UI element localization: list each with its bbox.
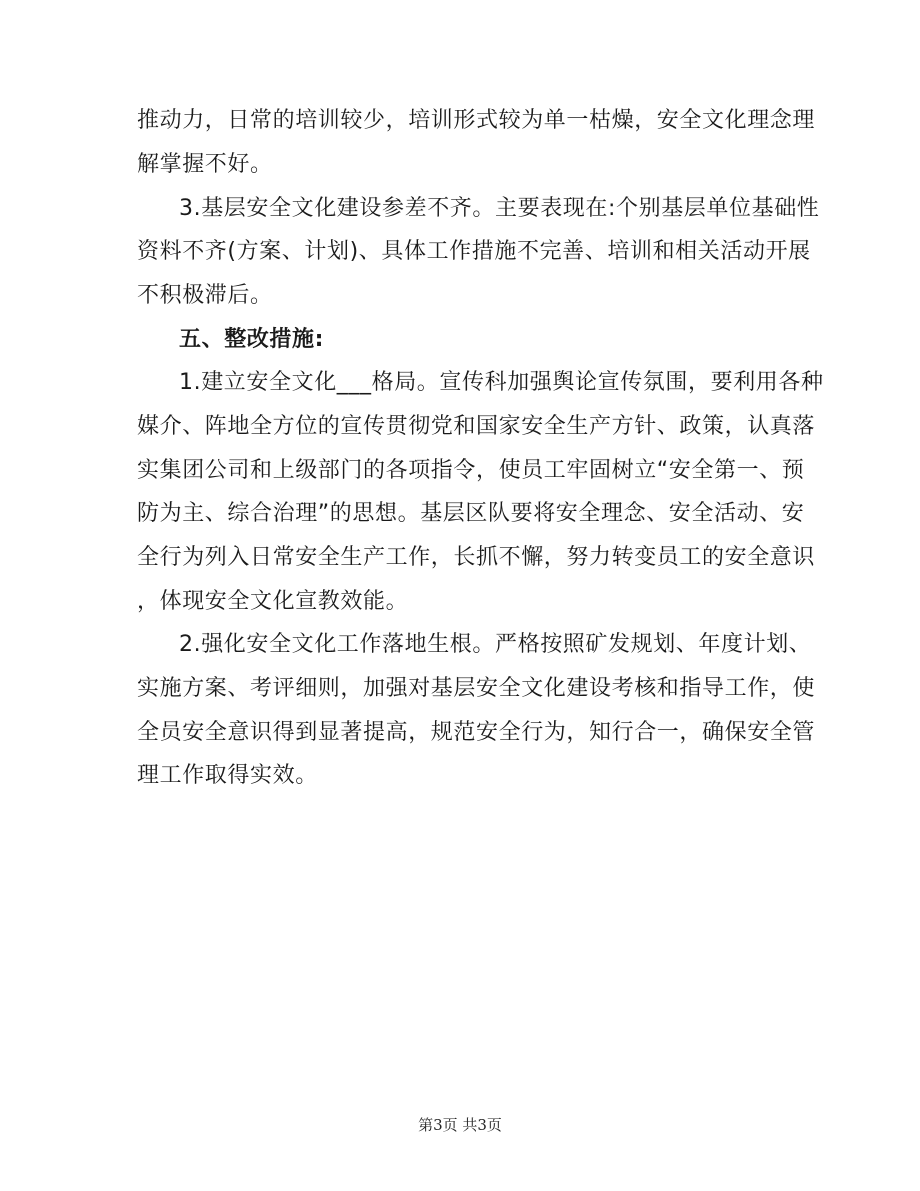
paragraph-2-line-1: 3.基层安全文化建设参差不齐。主要表现在:个别基层单位基础性 [179, 196, 820, 221]
section-heading: 五、整改措施: [179, 327, 324, 352]
paragraph-3-line-2: 媒介、阵地全方位的宣传贯彻党和国家安全生产方针、政策，认真落 [137, 414, 816, 439]
page-footer: 第3页 共3页 [418, 1116, 502, 1134]
paragraph-2-line-2: 资料不齐(方案、计划)、具体工作措施不完善、培训和相关活动开展 [137, 239, 811, 264]
paragraph-3-line-6: ，体现安全文化宣教效能。 [137, 589, 409, 614]
paragraph-2-line-3: 不积极滞后。 [137, 283, 273, 308]
paragraph-4-line-3: 全员安全意识得到显著提高，规范安全行为，知行合一，确保安全管 [137, 720, 816, 745]
paragraph-1-line-2: 解掌握不好。 [137, 152, 273, 177]
paragraph-3-line-3: 实集团公司和上级部门的各项指令，使员工牢固树立“安全第一、预 [137, 458, 805, 483]
paragraph-3-line-5: 全行为列入日常安全生产工作，长抓不懈，努力转变员工的安全意识 [137, 545, 816, 570]
paragraph-4-line-1: 2.强化安全文化工作落地生根。严格按照矿发规划、年度计划、 [179, 632, 812, 657]
paragraph-3-line-4: 防为主、综合治理”的思想。基层区队要将安全理念、安全活动、安 [137, 501, 805, 526]
paragraph-1-line-1: 推动力，日常的培训较少，培训形式较为单一枯燥，安全文化理念理 [137, 108, 816, 133]
paragraph-4-line-4: 理工作取得实效。 [137, 763, 318, 788]
paragraph-4-line-2: 实施方案、考评细则，加强对基层安全文化建设考核和指导工作，使 [137, 676, 816, 701]
paragraph-3-line-1: 1.建立安全文化___格局。宣传科加强舆论宣传氛围，要利用各种 [179, 370, 824, 395]
